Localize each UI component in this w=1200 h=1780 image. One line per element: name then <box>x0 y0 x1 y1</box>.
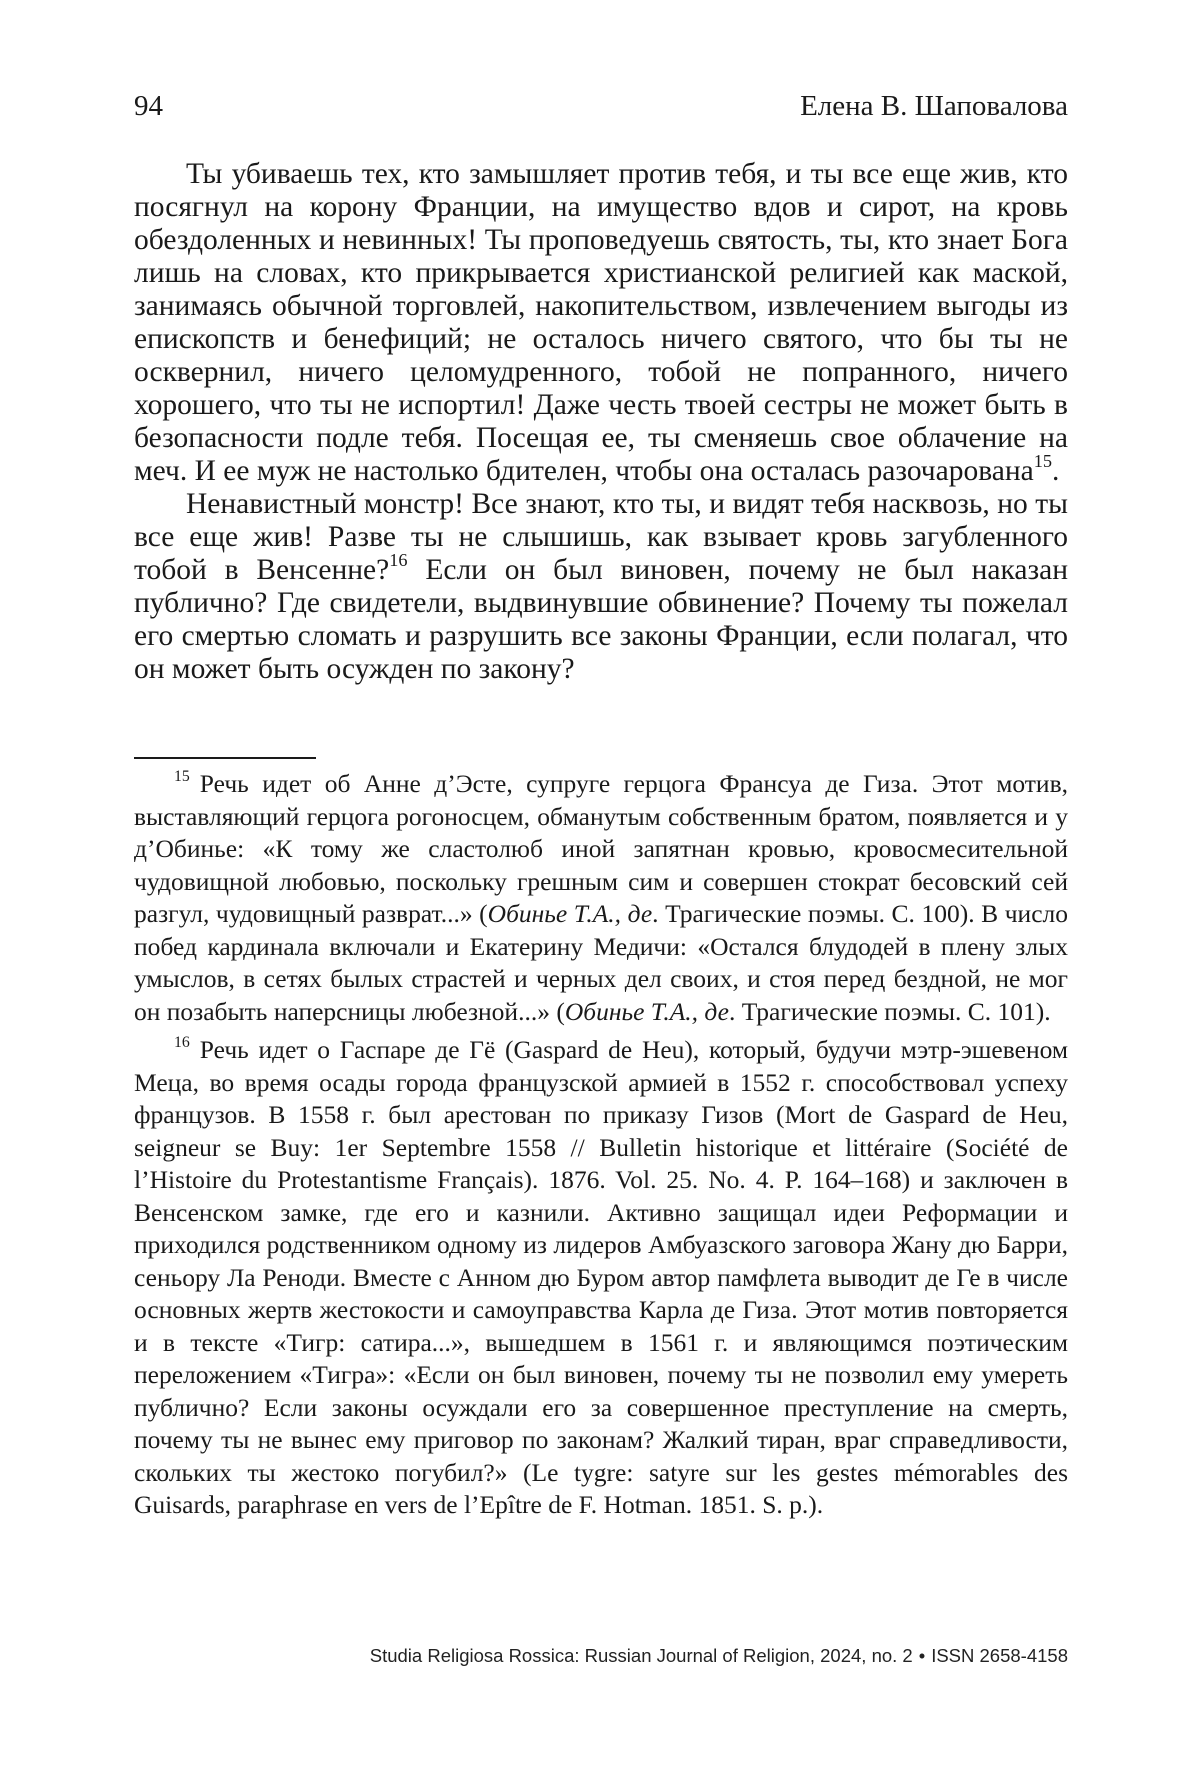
running-head-author: Елена В. Шаповалова <box>800 90 1068 122</box>
journal-citation: Studia Religiosa Rossica: Russian Journal of Religion, 2024, no. 2 <box>369 1645 913 1666</box>
citation-author: Обинье Т.А., де <box>564 996 729 1026</box>
footnote-ref[interactable]: 16 <box>389 549 408 570</box>
running-header <box>134 90 1068 123</box>
footnote-number: 15 <box>174 767 190 785</box>
main-text <box>134 158 1068 686</box>
paragraph: Ты убиваешь тех, кто замышляет против тебя, и ты все еще жив, кто посягнул на корону Франции, на имущество вдов и сирот, на кровь обездоленных и невинных! Ты проповедуешь святость, ты, кто знает Бога лишь на словах, кто прикрывается христианской религией как маской, занимаясь обычной торговлей, накопительством, извлечением выгоды из епископств и бенефиций; не осталось ничего святого, что бы ты не осквернил, ничего целомудренного, тобой не попранного, ничего хорошего, что ты не испортил! Даже честь твоей сестры не может быть в безопасности подле тебя. Посещая ее, ты сменяешь свое облачение на меч. И ее муж не настолько бдителен, чтобы она осталась разочарована$^{15}$. <box>134 158 1068 487</box>
footnote-15: $^{15}$ Речь идет об Анне д’Эсте, супруге герцога Франсуа де Гиза. Этот мотив, выставляющий герцога рогоносцем, обманутым собственным братом, появляется и у д’Обинье: «К тому же сластолюб иной запятнан кровью, кровосмесительной чудовищной любовью, поскольку грешным сим и совершен стократ бесовский сей разгул, чудовищный разврат...» (Обинье Т.А., де. Трагические поэмы. С. 100). В число побед кардинала включали и Екатерину Медичи: «Остался блудодей в плену злых умыслов, в сетях былых страстей и черных дел своих, и стоя перед бездной, не мог он позабыть наперсницы любезной...» (Обинье Т.А., де. Трагические поэмы. С. 101). <box>134 767 1068 1026</box>
footnote-divider <box>134 757 316 759</box>
footnote-16: $^{16}$ Речь идет о Гаспаре де Гё (Gaspard de Heu), который, будучи мэтр-эшевеном Меца, во время осады города французской армией в 1552 г. способствовал успеху французов. В 1558 г. был арестован по приказу Гизов (Mort de Gaspard de Heu, seigneur se Buy: 1er Septembre 1558 // Bulletin historique et littéraire (Société de l’Histoire du Protestantisme Français). 1876. Vol. 25. No. 4. P. 164–168) и заключен в Венсенском замке, где его и казнили. Активно защищал идеи Реформации и приходился родственником одному из лидеров Амбуазского заговора Жану дю Барри, сеньору Ла Реноди. Вместе с Анном дю Буром автор памфлета выводит де Ге в числе основных жертв жестокости и самоуправства Карла де Гиза. Этот мотив повторяется и в тексте «Тигр: сатира...», вышедшем в 1561 г. и являющимся поэтическим переложением «Тигра»: «Если он был виновен, почему ты не позволил ему умереть публично? Если законы осуждали его за совершенное преступление на смерть, почему ты не вынес ему приговор по законам? Жалкий тиран, враг справедливости, скольких ты жестоко погубил?» (Le tygre: satyre sur les gestes mémorables des Guisards, paraphrase en vers de l’Epître de F. Hotman. 1851. S. p.). <box>134 1033 1068 1519</box>
page-number: 94 <box>134 90 163 122</box>
citation-author: Обинье Т.А., де <box>487 899 653 928</box>
footer-separator: • <box>918 1645 926 1666</box>
journal-footer <box>134 1645 1068 1667</box>
footnotes <box>134 768 1068 1528</box>
footnote-number: 16 <box>174 1033 190 1051</box>
footnote-ref[interactable]: 15 <box>1033 450 1053 471</box>
paragraph: Ненавистный монстр! Все знают, кто ты, и видят тебя насквозь, но ты все еще жив! Разве ты не слышишь, как взывает кровь загубленного тобой в Венсенне?$^{16}$ Если он был виновен, почему не был наказан публично? Где свидетели, выдвинувшие обвинение? Почему ты пожелал его смертью сломать и разрушить все законы Франции, если полагал, что он может быть осужден по закону? <box>134 488 1068 685</box>
issn: ISSN 2658-4158 <box>931 1645 1068 1666</box>
